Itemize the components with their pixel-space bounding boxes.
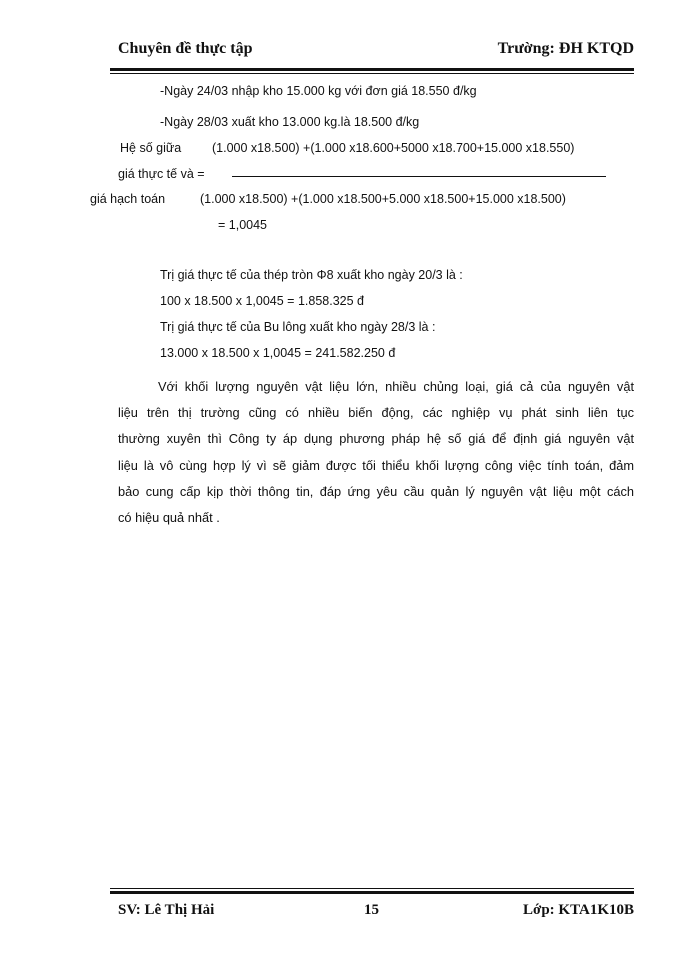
export-line: -Ngày 28/03 xuất kho 13.000 kg.là 18.500 đ/kg xyxy=(160,115,420,129)
page-number: 15 xyxy=(364,902,379,918)
formula-numerator: (1.000 x18.500) +(1.000 x18.600+5000 x18.700+15.000 x18.550) xyxy=(212,141,575,155)
conclusion-paragraph xyxy=(118,374,634,531)
bolt-value-calc: 13.000 x 18.500 x 1,0045 = 241.582.250 đ xyxy=(160,346,396,360)
paragraph-line: có hiệu quả nhất . xyxy=(118,510,220,526)
coef-label-1: Hệ số giữa xyxy=(120,141,182,155)
bolt-value-label: Trị giá thực tế của Bu lông xuất kho ngày 28/3 là : xyxy=(160,320,436,334)
coef-label-2: giá thực tế và = xyxy=(118,167,205,181)
steel-value-label: Trị giá thực tế của thép tròn Φ8 xuất kho ngày 20/3 là : xyxy=(160,268,463,282)
page-header xyxy=(118,38,634,62)
steel-value-calc: 100 x 18.500 x 1,0045 = 1.858.325 đ xyxy=(160,294,364,308)
paragraph-line: thường xuyên thì Công ty áp dụng phương pháp hệ số giá để định giá nguyên vật xyxy=(118,431,634,447)
formula-result: = 1,0045 xyxy=(218,218,268,232)
footer-class: Lớp: KTA1K10B xyxy=(523,902,634,918)
import-line: -Ngày 24/03 nhập kho 15.000 kg với đơn giá 18.550 đ/kg xyxy=(160,84,477,98)
paragraph-line: liệu trên thị trường cũng có nhiều biến động, các nghiệp vụ phát sinh liên tục xyxy=(118,405,634,421)
header-school: Trường: ĐH KTQD xyxy=(497,40,634,57)
header-rule xyxy=(110,68,634,74)
footer-student: SV: Lê Thị Hải xyxy=(118,902,215,918)
paragraph-line: bảo cung cấp kịp thời thông tin, đáp ứng yêu cầu quản lý nguyên vật liệu một cách xyxy=(118,483,634,499)
paragraph-line: liệu là vô cùng hợp lý vì sẽ giảm được tối thiểu khối lượng công việc tính toán, đảm xyxy=(118,457,634,473)
coef-label-3: giá hạch toán xyxy=(90,192,166,206)
footer-rule xyxy=(110,888,634,894)
header-title: Chuyên đề thực tập xyxy=(118,40,253,57)
page-footer xyxy=(118,902,634,924)
formula-denominator: (1.000 x18.500) +(1.000 x18.500+5.000 x18.500+15.000 x18.500) xyxy=(200,192,566,206)
fraction-line xyxy=(232,176,606,177)
paragraph-line: Với khối lượng nguyên vật liệu lớn, nhiều chủng loại, giá cả của nguyên vật xyxy=(158,379,634,394)
